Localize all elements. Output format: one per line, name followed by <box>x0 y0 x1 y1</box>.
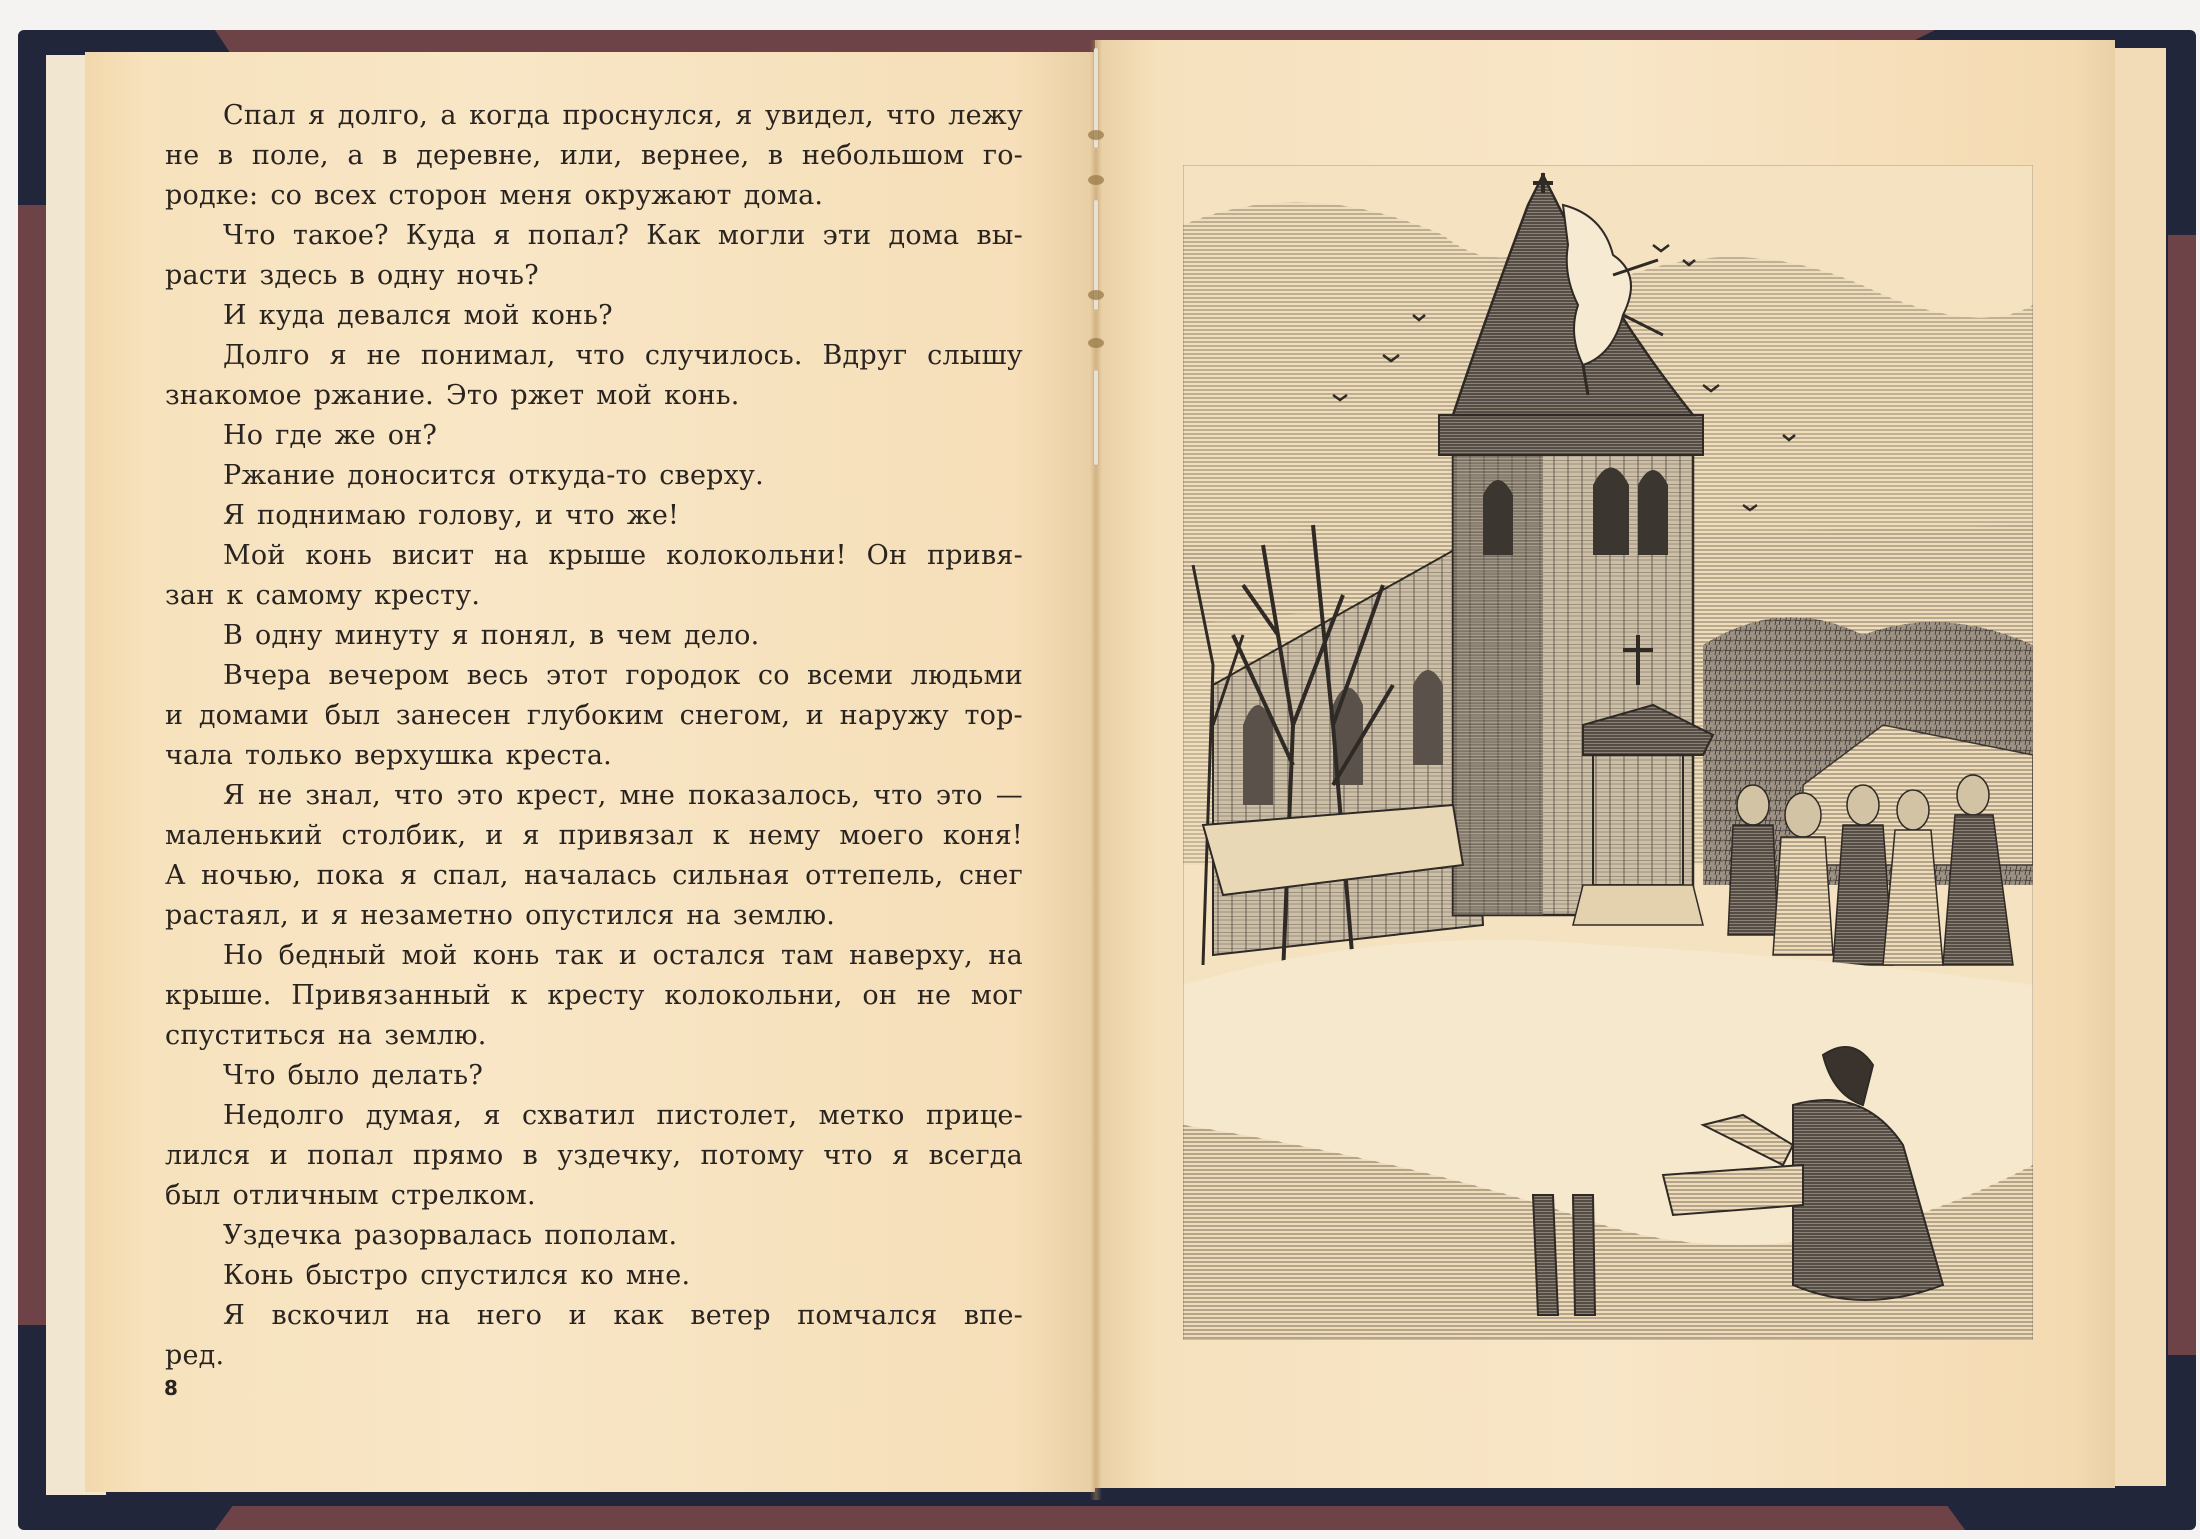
word: конь <box>305 540 373 571</box>
word: го- <box>982 140 1023 171</box>
word: голову, <box>418 500 523 531</box>
word: что <box>873 780 923 811</box>
word: понимал, <box>420 340 556 371</box>
word: не <box>916 980 952 1011</box>
text-line <box>165 976 1023 1016</box>
word: а <box>440 100 457 131</box>
word: когда <box>469 100 551 131</box>
word: так <box>554 940 604 971</box>
word: маленький <box>165 820 323 851</box>
word: опустился <box>525 900 675 931</box>
word: что <box>886 100 936 131</box>
word: самому <box>255 580 363 611</box>
word: я <box>308 100 326 131</box>
word: ночью, <box>201 860 302 891</box>
church-tower-engraving <box>1183 165 2033 1340</box>
word: и <box>485 820 504 851</box>
word: к <box>510 980 528 1011</box>
text-line <box>165 1296 1023 1336</box>
text-line <box>165 376 1023 416</box>
word: и <box>805 700 824 731</box>
word: привязал <box>558 820 694 851</box>
word: знакомое <box>165 380 302 411</box>
word: Как <box>646 220 701 251</box>
word: со <box>270 180 303 211</box>
word: и <box>568 1300 587 1331</box>
word: это <box>935 780 983 811</box>
word: увидел, <box>765 100 874 131</box>
word: на <box>686 900 721 931</box>
word: вы- <box>976 220 1023 251</box>
word: снег <box>958 860 1023 891</box>
word: колокольни! <box>666 540 847 571</box>
word: Долго <box>223 340 310 371</box>
word: Вдруг <box>822 340 908 371</box>
word: этот <box>545 660 609 691</box>
text-line <box>165 1256 1023 1296</box>
word: зан <box>165 580 215 611</box>
text-line <box>165 1336 1023 1376</box>
word: я <box>522 820 540 851</box>
word: и <box>534 500 554 531</box>
word: проснулся, <box>562 100 723 131</box>
binding-thread <box>1094 370 1098 465</box>
word: Но <box>223 940 264 971</box>
word: моего <box>839 820 924 851</box>
word: на <box>415 1300 451 1331</box>
word: пополам. <box>544 1220 678 1251</box>
word: мне <box>619 780 676 811</box>
word: ночь? <box>456 260 539 291</box>
endpaper-right <box>2110 48 2166 1486</box>
text-line <box>165 96 1023 136</box>
word: родке: <box>165 180 259 211</box>
binding-knot <box>1088 290 1104 300</box>
word: что <box>393 780 444 811</box>
word: и <box>269 1140 288 1171</box>
word: дело. <box>683 620 760 651</box>
word: со <box>757 660 790 691</box>
word: я <box>331 900 349 931</box>
word: прице- <box>925 1100 1023 1131</box>
word: дома <box>888 220 960 251</box>
word: мой <box>463 300 520 331</box>
word: ржет <box>510 380 585 411</box>
word: лежу <box>948 100 1023 131</box>
word: крыше. <box>165 980 272 1011</box>
text-line <box>165 936 1023 976</box>
word: незаметно <box>360 900 514 931</box>
word: слышу <box>927 340 1023 371</box>
word: в <box>382 140 398 171</box>
word: городок <box>625 660 741 691</box>
word: сторон <box>388 180 488 211</box>
word: такое? <box>292 220 389 251</box>
word: в <box>522 1140 539 1171</box>
word: Я <box>223 1300 246 1331</box>
word: конь. <box>664 380 740 411</box>
word: Но <box>223 420 264 451</box>
cover-corner-band-right <box>2168 235 2196 1355</box>
word: же! <box>626 500 680 531</box>
word: попал? <box>527 220 630 251</box>
word: верхушка <box>354 740 494 771</box>
word: разорвалась <box>354 1220 533 1251</box>
word: крыше <box>548 540 647 571</box>
word: как <box>613 1300 664 1331</box>
word: чем <box>616 620 672 651</box>
word: Ржание <box>223 460 336 491</box>
word: лился <box>165 1140 251 1171</box>
text-line <box>165 136 1023 176</box>
word: всегда <box>928 1140 1023 1171</box>
word: спустился <box>420 1260 569 1291</box>
word: быстро <box>305 1260 409 1291</box>
word: остался <box>652 940 766 971</box>
church-steps <box>1573 885 1703 925</box>
word: попал <box>307 1140 394 1171</box>
text-line <box>165 1056 1023 1096</box>
text-line <box>165 336 1023 376</box>
word: спуститься <box>165 1020 326 1051</box>
word: Куда <box>405 220 477 251</box>
word: показалось, <box>688 780 861 811</box>
text-line <box>165 736 1023 776</box>
word: на <box>988 940 1023 971</box>
word: весь <box>466 660 529 691</box>
word: ко <box>580 1260 614 1291</box>
word: к <box>712 820 730 851</box>
word: делать? <box>371 1060 483 1091</box>
word: Что <box>223 1060 276 1091</box>
text-line <box>165 816 1023 856</box>
word: сверху. <box>659 460 764 491</box>
word: метко <box>818 1100 905 1131</box>
word: минуту <box>334 620 440 651</box>
word: Он <box>866 540 908 571</box>
word: впе- <box>963 1300 1023 1331</box>
word: нему <box>748 820 821 851</box>
word: него <box>476 1300 543 1331</box>
word: поле, <box>251 140 329 171</box>
word: конь? <box>531 300 613 331</box>
text-line <box>165 616 1023 656</box>
word: И <box>223 300 247 331</box>
word: колокольни, <box>664 980 843 1011</box>
word: не <box>366 340 402 371</box>
word: оттепель, <box>805 860 944 891</box>
word: в <box>588 620 605 651</box>
word: доносится <box>347 460 497 491</box>
word: занесен <box>395 700 512 731</box>
word: конь <box>472 940 540 971</box>
word: к <box>226 580 244 611</box>
word: кресту. <box>374 580 481 611</box>
text-line <box>165 856 1023 896</box>
word: эти <box>822 220 872 251</box>
text-line <box>165 1216 1023 1256</box>
word: меня <box>499 180 573 211</box>
text-line <box>165 1136 1023 1176</box>
word: А <box>165 860 186 891</box>
word: это <box>456 780 504 811</box>
word: коня! <box>942 820 1023 851</box>
word: я <box>493 220 511 251</box>
text-line <box>165 696 1023 736</box>
cover-corner-band-bottom <box>215 1506 1965 1530</box>
binding-knot <box>1088 338 1104 348</box>
word: и <box>165 700 184 731</box>
text-line <box>165 176 1023 216</box>
word: куда <box>258 300 326 331</box>
word: на <box>337 1020 373 1051</box>
word: мой <box>596 380 653 411</box>
word: всех <box>314 180 377 211</box>
word: не <box>258 780 293 811</box>
word: столбик, <box>341 820 467 851</box>
word: помчался <box>797 1300 938 1331</box>
word: вернее, <box>640 140 750 171</box>
word: наружу <box>839 700 949 731</box>
tower-cornice <box>1439 415 1703 455</box>
word: тор- <box>964 700 1023 731</box>
word: что <box>823 1140 873 1171</box>
word: началась <box>524 860 657 891</box>
word: спал, <box>432 860 509 891</box>
word: на <box>494 540 529 571</box>
word: Это <box>445 380 499 411</box>
word: Вчера <box>223 660 312 691</box>
word: мой <box>401 940 458 971</box>
word: случилось. <box>644 340 803 371</box>
word: поднимаю <box>257 500 407 531</box>
left-page-text <box>165 96 1023 1376</box>
word: в <box>217 140 234 171</box>
word: пистолет, <box>656 1100 798 1131</box>
word: Уздечка <box>223 1220 343 1251</box>
word: что <box>565 500 615 531</box>
text-line <box>165 216 1023 256</box>
word: там <box>781 940 834 971</box>
word: же <box>334 420 376 451</box>
word: — <box>995 780 1023 811</box>
word: привя- <box>927 540 1023 571</box>
word: здесь <box>259 260 338 291</box>
word: не <box>165 140 200 171</box>
word: Я <box>223 780 246 811</box>
cover-corner-band-left <box>18 205 46 1325</box>
word: растаял, <box>165 900 289 931</box>
word: я <box>735 100 753 131</box>
word: деревне, <box>416 140 542 171</box>
word: Спал <box>223 100 296 131</box>
text-line <box>165 896 1023 936</box>
text-line <box>165 576 1023 616</box>
page-number: 8 <box>164 1376 178 1400</box>
binding-knot <box>1088 130 1104 140</box>
engraving-svg <box>1183 165 2033 1340</box>
word: я <box>892 1140 910 1171</box>
word: а <box>347 140 364 171</box>
word: ветер <box>690 1300 771 1331</box>
word: знал, <box>305 780 381 811</box>
word: долго, <box>337 100 428 131</box>
word: в <box>767 140 784 171</box>
text-line <box>165 1176 1023 1216</box>
word: висит <box>391 540 475 571</box>
word: глубоким <box>526 700 664 731</box>
word: бедный <box>278 940 387 971</box>
word: он? <box>387 420 438 451</box>
binding-knot <box>1088 175 1104 185</box>
word: В <box>223 620 244 651</box>
word: прямо <box>412 1140 504 1171</box>
word: в <box>349 260 365 291</box>
word: сильная <box>672 860 790 891</box>
word: Мой <box>223 540 286 571</box>
word: думая, <box>365 1100 463 1131</box>
text-line <box>165 496 1023 536</box>
word: ржание. <box>313 380 434 411</box>
word: людьми <box>910 660 1023 691</box>
word: домами <box>198 700 310 731</box>
word: землю. <box>732 900 836 931</box>
word: окружают <box>584 180 732 211</box>
word: уздечку, <box>557 1140 682 1171</box>
word: девался <box>337 300 452 331</box>
word: мог <box>970 980 1023 1011</box>
text-line <box>165 776 1023 816</box>
word: отличным <box>232 1180 379 1211</box>
word: был <box>324 700 381 731</box>
word: стрелком. <box>390 1180 536 1211</box>
word: мне. <box>625 1260 691 1291</box>
word: я <box>329 340 347 371</box>
word: или, <box>559 140 623 171</box>
word: Недолго <box>223 1100 345 1131</box>
text-line <box>165 416 1023 456</box>
word: и <box>300 900 320 931</box>
word: и <box>618 940 638 971</box>
word: небольшом <box>801 140 965 171</box>
word: где <box>275 420 323 451</box>
word: креста. <box>505 740 612 771</box>
word: Что <box>223 220 276 251</box>
word: было <box>287 1060 360 1091</box>
church-door <box>1593 755 1683 885</box>
word: дома. <box>743 180 824 211</box>
text-line <box>165 456 1023 496</box>
word: был <box>165 1180 221 1211</box>
word: откуда-то <box>508 460 648 491</box>
text-line <box>165 656 1023 696</box>
word: понял, <box>480 620 577 651</box>
word: расти <box>165 260 248 291</box>
word: одну <box>255 620 323 651</box>
word: кресту <box>547 980 645 1011</box>
word: схватил <box>522 1100 636 1131</box>
word: чала <box>165 740 233 771</box>
text-line <box>165 1016 1023 1056</box>
word: он <box>862 980 898 1011</box>
word: крест, <box>516 780 607 811</box>
text-line <box>165 1096 1023 1136</box>
word: снегом, <box>679 700 791 731</box>
word: всеми <box>807 660 894 691</box>
word: я <box>483 1100 501 1131</box>
word: пока <box>316 860 385 891</box>
text-line <box>165 296 1023 336</box>
word: Я <box>223 500 246 531</box>
word: землю. <box>384 1020 487 1051</box>
word: потому <box>700 1140 805 1171</box>
word: ред. <box>165 1340 225 1371</box>
word: вскочил <box>271 1300 390 1331</box>
word: могли <box>717 220 806 251</box>
word: Привязанный <box>291 980 491 1011</box>
word: Конь <box>223 1260 294 1291</box>
word: что <box>575 340 626 371</box>
word: только <box>245 740 343 771</box>
word: я <box>451 620 469 651</box>
word: я <box>400 860 418 891</box>
text-line <box>165 256 1023 296</box>
word: одну <box>377 260 445 291</box>
word: вечером <box>328 660 450 691</box>
text-line <box>165 536 1023 576</box>
word: наверху, <box>849 940 973 971</box>
